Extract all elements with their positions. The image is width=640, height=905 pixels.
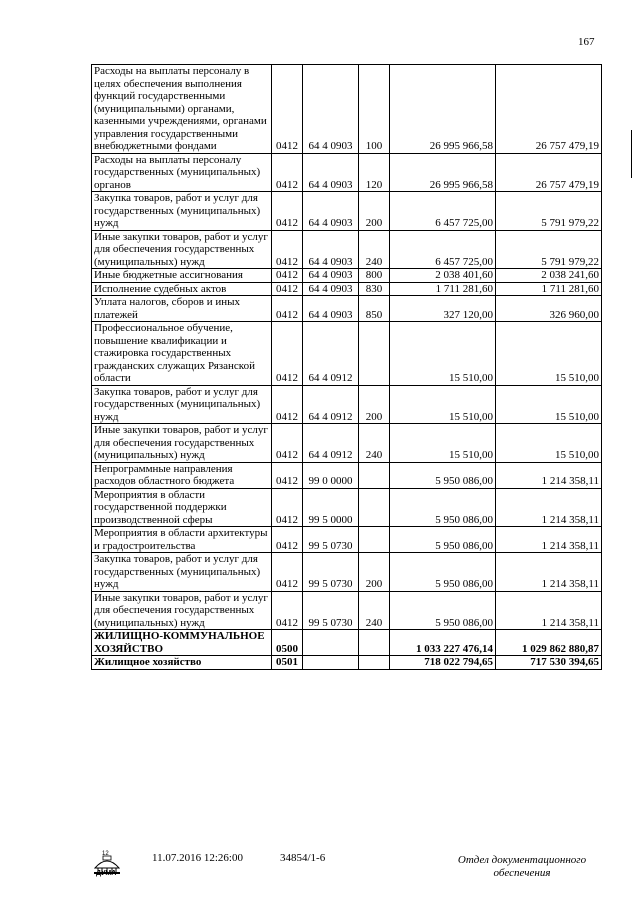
row-amount-executed: 1 029 862 880,87 xyxy=(496,630,602,656)
row-amount-planned: 15 510,00 xyxy=(390,322,496,386)
row-name: Непрограммные направления расходов областного бюджета xyxy=(92,462,272,488)
row-target-article: 64 4 0912 xyxy=(303,424,359,463)
row-amount-planned: 6 457 725,00 xyxy=(390,192,496,231)
table-row xyxy=(92,385,602,424)
row-target-article: 64 4 0903 xyxy=(303,153,359,192)
row-name: Исполнение судебных актов xyxy=(92,282,272,296)
row-target-article xyxy=(303,656,359,670)
row-amount-planned: 5 950 086,00 xyxy=(390,462,496,488)
row-section-code: 0412 xyxy=(272,296,303,322)
row-name: Мероприятия в области архитектуры и градостроительства xyxy=(92,527,272,553)
row-amount-planned: 327 120,00 xyxy=(390,296,496,322)
row-section-code: 0412 xyxy=(272,282,303,296)
row-amount-planned: 26 995 966,58 xyxy=(390,65,496,154)
row-expense-type: 240 xyxy=(359,424,390,463)
row-target-article xyxy=(303,630,359,656)
row-expense-type xyxy=(359,488,390,527)
row-name: Профессиональное обучение, повышение квалификации и стажировка государственных гражданских служащих Рязанской области xyxy=(92,322,272,386)
row-name: Закупка товаров, работ и услуг для государственных (муниципальных) нужд xyxy=(92,192,272,231)
table-row xyxy=(92,65,602,154)
page-number: 167 xyxy=(578,36,595,48)
budget-table xyxy=(91,64,602,670)
row-name: Иные бюджетные ассигнования xyxy=(92,269,272,283)
row-amount-planned: 15 510,00 xyxy=(390,424,496,463)
row-section-code: 0501 xyxy=(272,656,303,670)
row-amount-planned: 5 950 086,00 xyxy=(390,553,496,592)
row-section-code: 0412 xyxy=(272,385,303,424)
row-section-code: 0500 xyxy=(272,630,303,656)
row-target-article: 99 5 0730 xyxy=(303,553,359,592)
row-expense-type: 240 xyxy=(359,230,390,269)
row-name: Жилищное хозяйство xyxy=(92,656,272,670)
row-amount-executed: 5 791 979,22 xyxy=(496,230,602,269)
row-expense-type xyxy=(359,462,390,488)
row-amount-executed: 1 214 358,11 xyxy=(496,591,602,630)
row-expense-type: 200 xyxy=(359,385,390,424)
row-amount-planned: 718 022 794,65 xyxy=(390,656,496,670)
row-section-code: 0412 xyxy=(272,230,303,269)
row-expense-type: 100 xyxy=(359,65,390,154)
row-section-code: 0412 xyxy=(272,424,303,463)
row-amount-planned: 15 510,00 xyxy=(390,385,496,424)
row-target-article: 64 4 0903 xyxy=(303,192,359,231)
row-target-article: 99 5 0000 xyxy=(303,488,359,527)
table-row xyxy=(92,488,602,527)
row-amount-executed: 1 711 281,60 xyxy=(496,282,602,296)
row-expense-type xyxy=(359,527,390,553)
row-expense-type: 850 xyxy=(359,296,390,322)
row-section-code: 0412 xyxy=(272,192,303,231)
footer-department: Отдел документационного обеспечения xyxy=(457,854,587,879)
row-name: Иные закупки товаров, работ и услуг для обеспечения государственных (муниципальных) нужд xyxy=(92,230,272,269)
row-amount-planned: 1 711 281,60 xyxy=(390,282,496,296)
row-name: Закупка товаров, работ и услуг для государственных (муниципальных) нужд xyxy=(92,385,272,424)
row-section-code: 0412 xyxy=(272,322,303,386)
table-row xyxy=(92,527,602,553)
row-section-code: 0412 xyxy=(272,527,303,553)
row-amount-executed: 1 214 358,11 xyxy=(496,553,602,592)
table-row xyxy=(92,424,602,463)
row-expense-type xyxy=(359,322,390,386)
table-row xyxy=(92,192,602,231)
table-row xyxy=(92,553,602,592)
row-target-article: 64 4 0903 xyxy=(303,65,359,154)
table-row xyxy=(92,591,602,630)
row-amount-executed: 26 757 479,19 xyxy=(496,65,602,154)
emblem-number: 12 xyxy=(102,851,109,857)
row-name: Закупка товаров, работ и услуг для государственных (муниципальных) нужд xyxy=(92,553,272,592)
row-amount-executed: 15 510,00 xyxy=(496,424,602,463)
row-target-article: 64 4 0912 xyxy=(303,322,359,386)
table-row xyxy=(92,296,602,322)
row-amount-executed: 2 038 241,60 xyxy=(496,269,602,283)
row-amount-planned: 5 950 086,00 xyxy=(390,488,496,527)
table-row xyxy=(92,322,602,386)
row-amount-executed: 1 214 358,11 xyxy=(496,527,602,553)
table-row xyxy=(92,153,602,192)
row-amount-executed: 5 791 979,22 xyxy=(496,192,602,231)
table-row xyxy=(92,230,602,269)
row-expense-type xyxy=(359,630,390,656)
emblem-label: ДУМА xyxy=(96,870,117,877)
row-amount-executed: 1 214 358,11 xyxy=(496,462,602,488)
row-amount-planned: 2 038 401,60 xyxy=(390,269,496,283)
row-name: ЖИЛИЩНО-КОММУНАЛЬНОЕ ХОЗЯЙСТВО xyxy=(92,630,272,656)
row-name: Расходы на выплаты персоналу в целях обеспечения выполнения функций государственными (муниципальными) органами, казенными учреждениями, органами управления государственными внебюджетными фондами xyxy=(92,65,272,154)
margin-mark xyxy=(631,130,632,178)
row-section-code: 0412 xyxy=(272,591,303,630)
row-target-article: 64 4 0903 xyxy=(303,269,359,283)
row-expense-type: 830 xyxy=(359,282,390,296)
row-target-article: 99 5 0730 xyxy=(303,527,359,553)
row-expense-type xyxy=(359,656,390,670)
row-amount-planned: 26 995 966,58 xyxy=(390,153,496,192)
row-amount-executed: 717 530 394,65 xyxy=(496,656,602,670)
row-expense-type: 120 xyxy=(359,153,390,192)
row-amount-executed: 26 757 479,19 xyxy=(496,153,602,192)
table-row xyxy=(92,656,602,670)
row-amount-executed: 326 960,00 xyxy=(496,296,602,322)
row-target-article: 64 4 0912 xyxy=(303,385,359,424)
row-expense-type: 200 xyxy=(359,553,390,592)
row-amount-planned: 6 457 725,00 xyxy=(390,230,496,269)
row-target-article: 64 4 0903 xyxy=(303,296,359,322)
row-amount-executed: 15 510,00 xyxy=(496,322,602,386)
table-row xyxy=(92,630,602,656)
row-section-code: 0412 xyxy=(272,462,303,488)
row-target-article: 64 4 0903 xyxy=(303,282,359,296)
row-expense-type: 240 xyxy=(359,591,390,630)
row-section-code: 0412 xyxy=(272,65,303,154)
row-amount-executed: 1 214 358,11 xyxy=(496,488,602,527)
row-amount-planned: 5 950 086,00 xyxy=(390,527,496,553)
row-name: Уплата налогов, сборов и иных платежей xyxy=(92,296,272,322)
row-expense-type: 200 xyxy=(359,192,390,231)
row-name: Иные закупки товаров, работ и услуг для обеспечения государственных (муниципальных) нужд xyxy=(92,424,272,463)
row-name: Мероприятия в области государственной поддержки производственной сферы xyxy=(92,488,272,527)
row-section-code: 0412 xyxy=(272,488,303,527)
footer-datetime: 11.07.2016 12:26:00 xyxy=(152,852,243,864)
row-target-article: 99 0 0000 xyxy=(303,462,359,488)
row-amount-planned: 1 033 227 476,14 xyxy=(390,630,496,656)
row-amount-executed: 15 510,00 xyxy=(496,385,602,424)
row-name: Расходы на выплаты персоналу государственных (муниципальных) органов xyxy=(92,153,272,192)
table-row xyxy=(92,282,602,296)
row-name: Иные закупки товаров, работ и услуг для обеспечения государственных (муниципальных) нужд xyxy=(92,591,272,630)
row-section-code: 0412 xyxy=(272,553,303,592)
table-row xyxy=(92,269,602,283)
row-section-code: 0412 xyxy=(272,153,303,192)
footer-doc-number: 34854/1-6 xyxy=(280,852,326,864)
row-section-code: 0412 xyxy=(272,269,303,283)
table-row xyxy=(92,462,602,488)
row-expense-type: 800 xyxy=(359,269,390,283)
row-target-article: 99 5 0730 xyxy=(303,591,359,630)
row-target-article: 64 4 0903 xyxy=(303,230,359,269)
row-amount-planned: 5 950 086,00 xyxy=(390,591,496,630)
